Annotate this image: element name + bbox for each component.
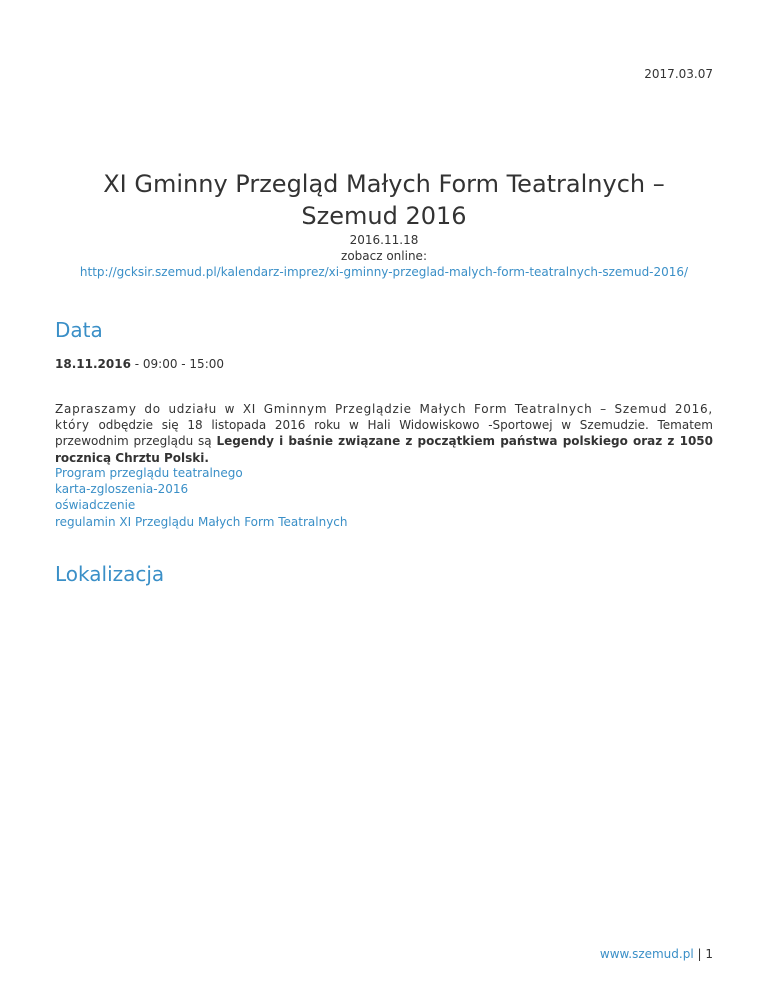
section-heading-location: Lokalizacja [55, 562, 165, 586]
event-url-link[interactable]: http://gcksir.szemud.pl/kalendarz-imprez/xi-gminny-przeglad-malych-form-teatralnych-szemud-2016/ [79, 265, 689, 279]
description-theme: Legendy i baśnie związane z początkiem państwa polskiego oraz z 1050 rocznicą Chrztu Polski. [55, 434, 713, 465]
description-text: odbędzie się 18 listopada 2016 roku w Hali Widowiskowo -Sportowej w Szemudzie. Tematem przewodnim przeglądu są [55, 418, 713, 449]
page-number: 1 [705, 947, 713, 961]
description-line-1: Zapraszamy do udziału w XI Gminnym Przeglądzie Małych Form Teatralnych – Szemud 2016, który [55, 402, 713, 433]
event-description [55, 401, 713, 466]
attachment-links [55, 465, 348, 530]
section-heading-data: Data [55, 318, 103, 342]
link-program[interactable]: Program przeglądu teatralnego [55, 466, 243, 480]
schedule-date: 18.11.2016 [55, 357, 131, 371]
schedule-line [55, 357, 224, 371]
page-footer [600, 947, 713, 961]
footer-separator: | [693, 947, 706, 961]
footer-site-link[interactable]: www.szemud.pl [599, 947, 694, 961]
print-date: 2017.03.07 [644, 67, 713, 81]
link-oswiadczenie[interactable]: oświadczenie [55, 498, 136, 513]
link-karta-zgloszenia[interactable]: karta-zgloszenia-2016 [55, 482, 189, 497]
schedule-time: - 09:00 - 15:00 [130, 357, 225, 371]
event-meta [55, 232, 713, 280]
event-date: 2016.11.18 [349, 233, 419, 247]
online-label: zobacz online: [341, 249, 427, 263]
event-title: XI Gminny Przegląd Małych Form Teatralnych – Szemud 2016 [103, 170, 665, 230]
link-regulamin[interactable]: regulamin XI Przeglądu Małych Form Teatralnych [55, 514, 348, 529]
